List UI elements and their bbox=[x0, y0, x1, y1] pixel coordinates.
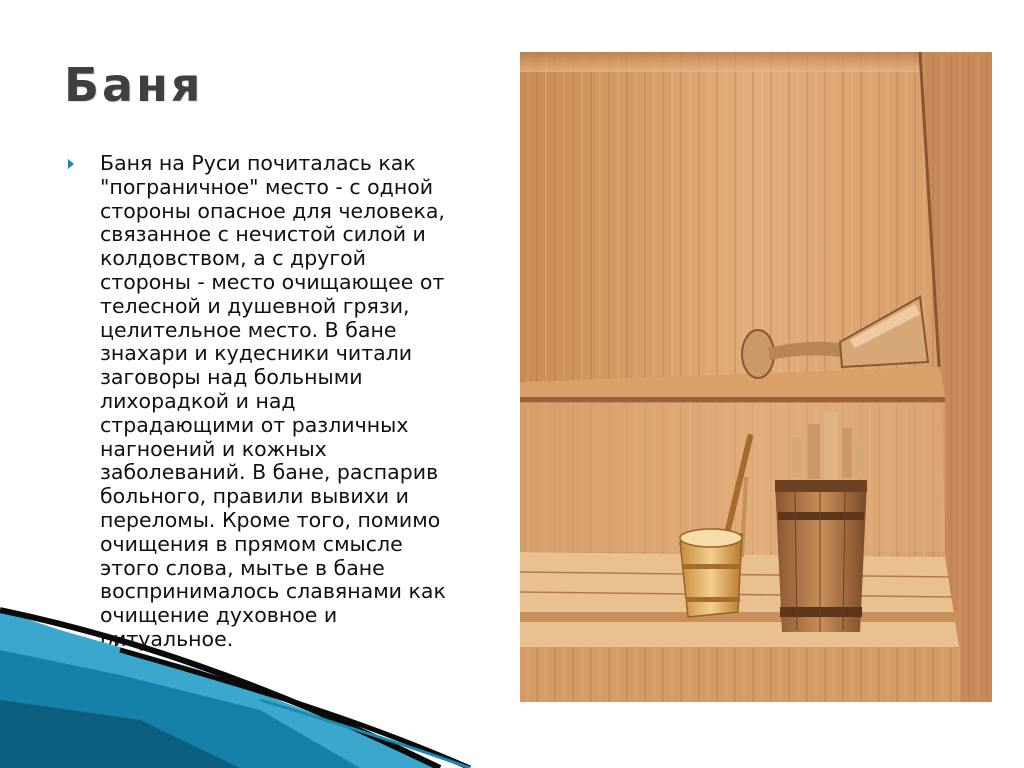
decorative-wave bbox=[0, 580, 700, 768]
bullet-text: Баня на Руси почиталась как "пограничное" место - с одной стороны опасное для человека, связанное с нечистой силой и колдовством, а с другой стороны - место очищающее от телесной и душевной грязи, целительное место. В бане знахари и кудесники читали заговоры над больными лихорадкой и над страдающими от различных нагноений и кожных заболеваний. В бане, распарив больного, правили вывихи и переломы. Кроме того, помимо очищения в прямом смысле этого слова, мытье в бане воспринималось славянами как очищение духовное и ритуальное. bbox=[100, 151, 446, 651]
triangle-right-icon bbox=[68, 159, 74, 169]
bullet-item bbox=[68, 152, 498, 652]
slide-title: Баня bbox=[64, 58, 204, 112]
